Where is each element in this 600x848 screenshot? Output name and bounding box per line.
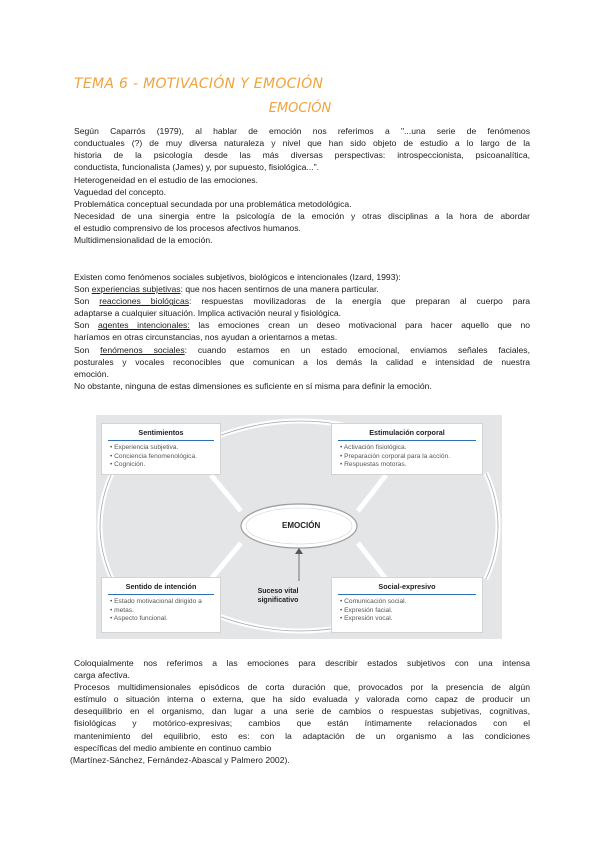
dimension-term: experiencias subjetivas	[91, 284, 181, 295]
dimension-continuation: adaptarse a cualquier situación. Implica activación neural y fisiológica.	[74, 308, 342, 319]
list-item: Problemática conceptual secundada por una problemática metodológica.	[74, 199, 352, 210]
definition-line: mantenimiento del equilibrio, esto es: con la adaptación de un organismo a las condiciones	[74, 730, 530, 741]
emotion-diagram	[96, 415, 502, 639]
dimension-term: agentes intencionales:	[97, 320, 190, 331]
section-title: EMOCIÓN	[268, 101, 332, 116]
purpose-box	[101, 577, 221, 633]
definition-line: Coloquialmente nos referimos a las emociones para describir estados subjetivos con una intensa	[74, 658, 530, 668]
box-rule	[338, 440, 476, 441]
box-title: Estimulación corporal	[369, 428, 445, 437]
dimension-term: fenómenos sociales	[100, 344, 185, 355]
box-item: • Experiencia subjetiva.	[110, 444, 220, 453]
definition-line: desequilibrio en el organismo, dan lugar a una serie de cambios o respuestas subjetivas, cognitivas,	[74, 706, 530, 717]
intro-line: conductuales (?) de muy diversa naturaleza y nivel que han sido objeto de estudio a lo largo de la	[74, 138, 530, 149]
box-item-continuation: • metas.	[110, 607, 220, 616]
dimension-continuation: posturales y vocales reconocibles que comunican a los demás la calidad e intensidad de nuestra	[74, 356, 530, 367]
box-rule	[108, 594, 214, 595]
center-label: EMOCIÓN	[282, 521, 321, 530]
dimension-continuation: haríamos en otras circunstancias, nos ayudan a orientarnos a metas.	[74, 332, 338, 343]
dimension-term: reacciones biológicas	[99, 296, 190, 307]
dimension-continuation: emoción.	[74, 368, 109, 379]
list-item: Necesidad de una sinergia entre la psicología de la emoción y otras disciplinas a la hora de abordar	[74, 211, 530, 222]
citation: (Martínez-Sánchez, Fernández-Abascal y Palmero 2002).	[70, 754, 290, 765]
dimension-item: Son fenómenos sociales: cuando estamos en un estado emocional, enviamos señales faciales,	[74, 344, 530, 355]
list-item: Multidimensionalidad de la emoción.	[74, 235, 213, 246]
box-item: • Activación fisiológica.	[340, 444, 482, 453]
list-item: Heterogeneidad en el estudio de las emociones.	[74, 175, 258, 185]
box-rule	[338, 594, 476, 595]
list-item: el estudio comprensivo de los procesos afectivos humanos.	[74, 223, 301, 234]
intro-line: conductista, funcionalista (James) y, por supuesto, fisiológica...".	[74, 162, 320, 173]
box-item: • Conciencia fenomenológica.	[110, 453, 220, 462]
issues-list	[74, 174, 530, 247]
social-expressive-box	[331, 577, 483, 633]
box-title: Social-expresivo	[378, 582, 436, 591]
intro-paragraph	[74, 125, 530, 173]
intro-line: Según Caparrós (1979), al hablar de emoción nos referimos a "...una serie de fenómenos	[74, 126, 530, 136]
bodily-arousal-box	[331, 423, 483, 475]
intro-line: historia de la psicología desde las más diversas perspectivas: introspeccionista, psicoanalítica,	[74, 150, 530, 161]
box-item: • Comunicación social.	[340, 598, 482, 607]
list-item: Vaguedad del concepto.	[74, 187, 167, 198]
definition-line: Procesos multidimensionales episódicos de corta duración que, provocados por la presencia de algún	[74, 682, 530, 693]
definition-line: estímulo o situación interna o externa, que ha sido evaluada y valorada como capaz de producir un	[74, 694, 530, 705]
chapter-title: TEMA 6 - MOTIVACIÓN Y EMOCIÓN	[74, 76, 324, 92]
definition-line: específicas del medio ambiente en continuo cambio	[74, 742, 272, 753]
box-item: • Preparación corporal para la acción.	[340, 453, 482, 462]
box-item: • Aspecto funcional.	[110, 615, 220, 624]
dimension-item: Son experiencias subjetivas: que nos hacen sentirnos de una manera particular.	[74, 284, 379, 295]
box-item: • Expresión facial.	[340, 607, 482, 616]
dimension-item: Son reacciones biológicas: respuestas movilizadoras de la energía que preparan al cuerpo para	[74, 296, 530, 307]
dimension-item: Son agentes intencionales: las emociones crean un deseo motivacional para hacer aquello que no	[74, 320, 530, 331]
life-event-label: Suceso vital significativo	[257, 588, 299, 604]
box-item: • Cognición.	[110, 461, 220, 470]
box-rule	[108, 440, 214, 441]
definition-line: fisiológicas y motórico-expresivas; cambios que están íntimamente relacionados con el	[74, 718, 530, 729]
definition-line: carga afectiva.	[74, 670, 130, 681]
dimensions-closing: No obstante, ninguna de estas dimensiones es suficiente en sí misma para definir la emoción.	[74, 380, 432, 391]
dimensions-intro: Existen como fenómenos sociales subjetivos, biológicos e intencionales (Izard, 1993):	[74, 272, 401, 282]
box-title: Sentimientos	[138, 428, 184, 437]
dimensions-paragraph	[74, 271, 530, 392]
definition-paragraph	[70, 657, 530, 766]
box-item: • Expresión vocal.	[340, 615, 482, 624]
feelings-box	[101, 423, 221, 475]
box-title: Sentido de intención	[125, 582, 197, 591]
box-item: • Respuestas motoras.	[340, 461, 482, 470]
box-item: • Estado motivacional dirigido a	[110, 598, 220, 607]
